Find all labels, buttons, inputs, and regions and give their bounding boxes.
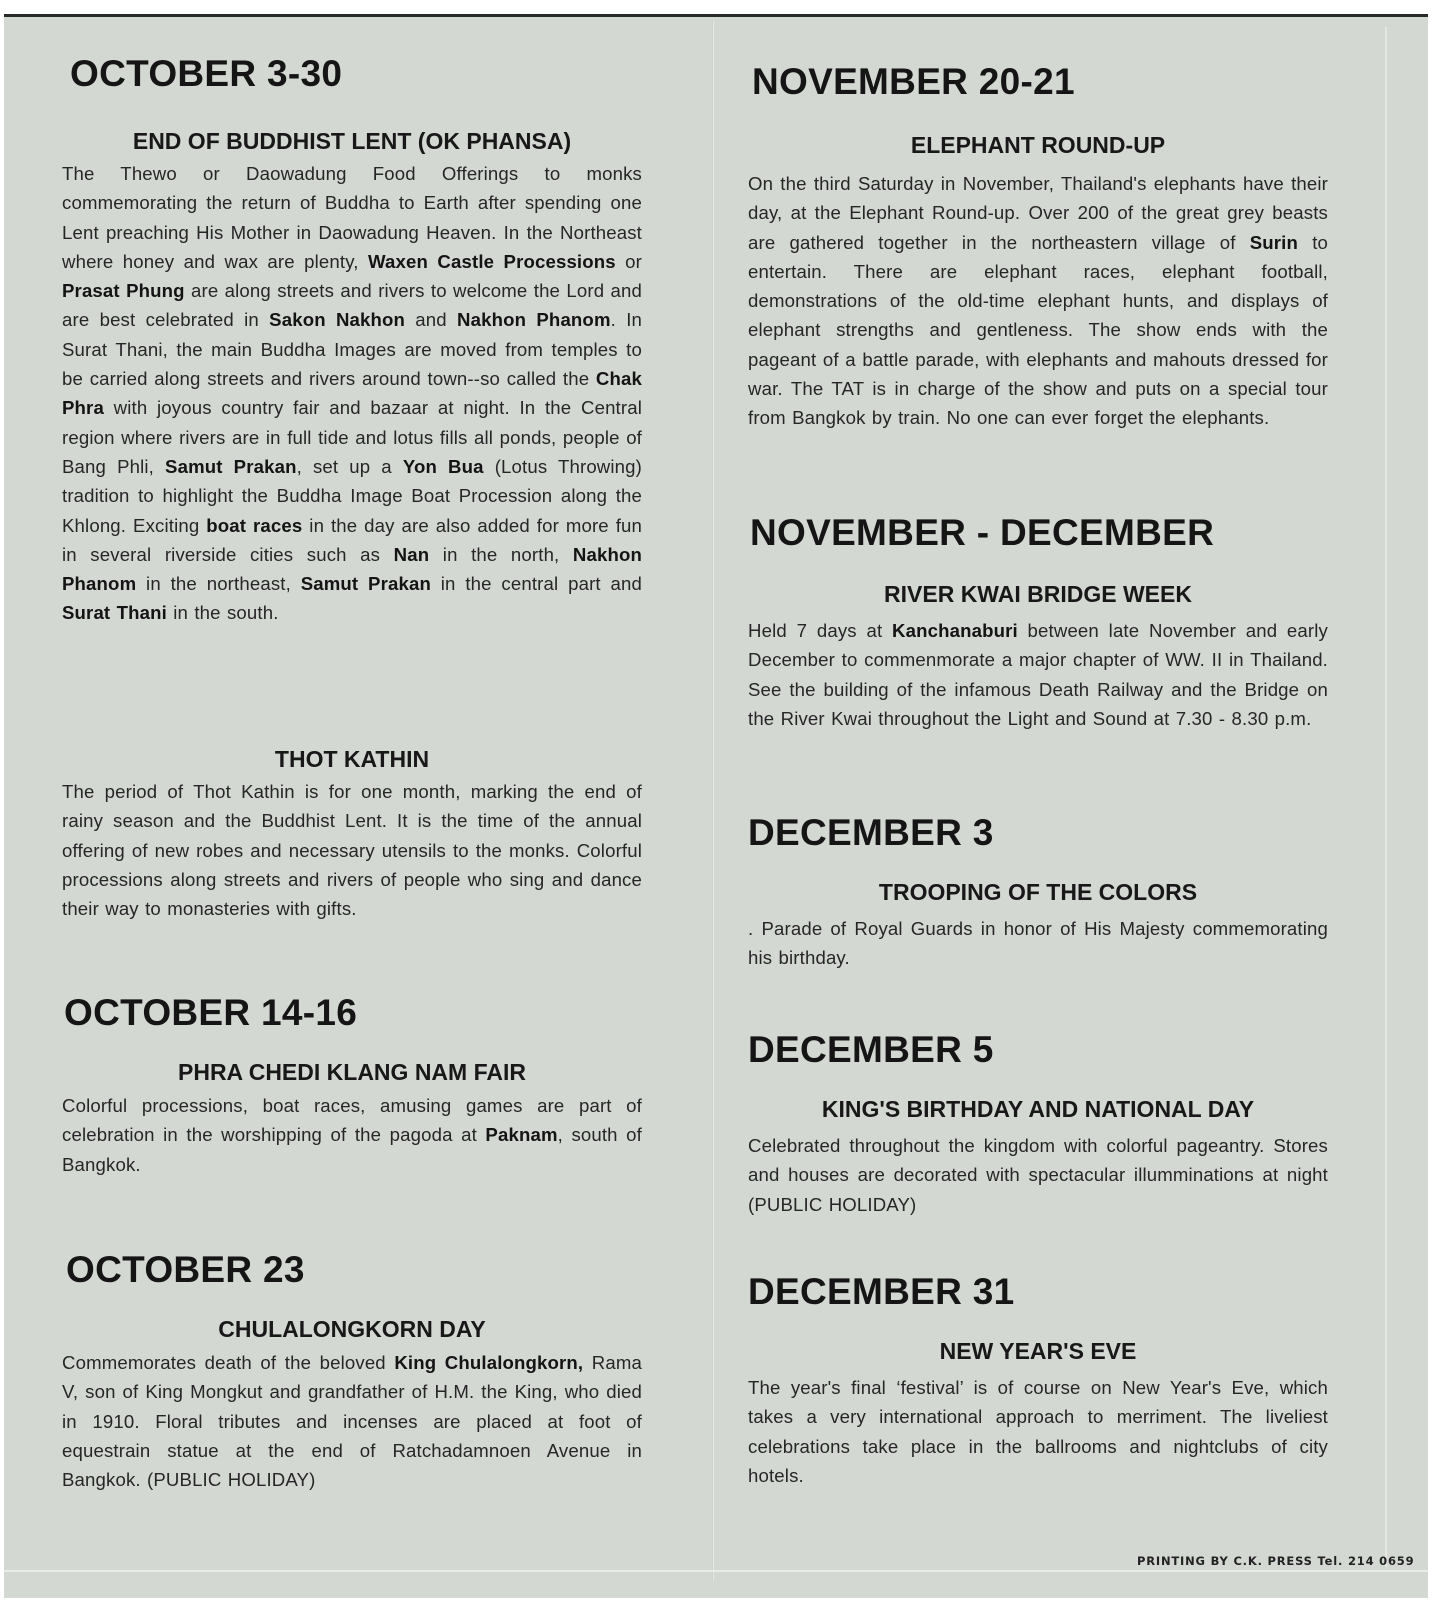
- printer-credit: PRINTING BY C.K. PRESS Tel. 214 0659: [1137, 1554, 1415, 1568]
- event-date: DECEMBER 3: [748, 812, 994, 853]
- event-date: NOVEMBER 20-21: [752, 61, 1075, 102]
- event-title: END OF BUDDHIST LENT (OK PHANSA): [132, 128, 572, 154]
- body-text: in the central part and: [430, 573, 642, 595]
- body-text: and: [405, 309, 458, 331]
- event-description: [62, 159, 642, 628]
- body-text: in the day are also added for more fun in several riverside cities such as: [62, 514, 642, 565]
- bold-place-name: Chak Phra: [62, 368, 642, 419]
- event-date: NOVEMBER - DECEMBER: [750, 512, 1215, 553]
- body-text: The year's final ‘festival’ is of course on New Year's Eve, which takes a very international approach to merriment. The liveliest celebrations take place in the ballrooms and nightclubs of city hotels.: [748, 1377, 1328, 1486]
- event-title: PHRA CHEDI KLANG NAM FAIR: [178, 1059, 526, 1085]
- event-description: [748, 169, 1328, 433]
- event-date: DECEMBER 5: [748, 1029, 994, 1070]
- bold-place-name: Sakon Nakhon: [269, 309, 406, 331]
- event-date: OCTOBER 3-30: [70, 53, 343, 94]
- body-text: to entertain. There are elephant races, elephant football, demonstrations of the old-time elephant hunts, and displays of elephant strengths and gentleness. The show ends with the pageant of a battle parade, with elephants and mahouts dressed for war. The TAT is in charge of the show and puts on a special tour from Bangkok by train. No one can ever forget the elephants.: [748, 231, 1328, 429]
- bold-place-name: Prasat Phung: [62, 280, 185, 302]
- bold-place-name: Nakhon Phanom: [457, 309, 611, 331]
- bold-place-name: King Chulalongkorn,: [394, 1352, 584, 1373]
- body-text: . Parade of Royal Guards in honor of His Majesty commemorating his birthday.: [748, 918, 1328, 969]
- event-date: OCTOBER 14-16: [64, 992, 358, 1033]
- body-text: (Lotus Throwing) tradition to highlight the Buddha Image Boat Procession along the Khlong. Exciting: [62, 455, 642, 536]
- bold-place-name: Yon Bua: [402, 455, 484, 477]
- body-text: in the south.: [166, 602, 279, 624]
- bold-place-name: Nan: [393, 543, 430, 565]
- body-text: The period of Thot Kathin is for one month, marking the end of rainy season and the Buddhist Lent. It is the time of the annual offering of new robes and necessary utensils to the monks. Colorful processions along streets and rivers of people who sing and dance their way to monasteries with gifts.: [62, 781, 642, 920]
- event-title: KING'S BIRTHDAY AND NATIONAL DAY: [821, 1096, 1255, 1122]
- body-text: On the third Saturday in November, Thailand's elephants have their day, at the Elephant Round-up. Over 200 of the great grey beasts are gathered together in the northeastern village of: [748, 173, 1328, 253]
- event-description: [748, 1373, 1328, 1490]
- body-text: Held 7 days at: [748, 620, 893, 641]
- event-description: [62, 777, 642, 923]
- event-title: TROOPING OF THE COLORS: [878, 879, 1198, 905]
- bold-place-name: Surin: [1249, 231, 1298, 253]
- body-text: in the northeast,: [136, 573, 301, 595]
- event-title: CHULALONGKORN DAY: [218, 1316, 486, 1342]
- bold-place-name: Paknam: [485, 1124, 558, 1146]
- bold-place-name: Kanchanaburi: [892, 620, 1018, 641]
- bold-place-name: Samut Prakan: [165, 455, 297, 477]
- event-description: [748, 914, 1328, 973]
- event-description: [748, 616, 1328, 733]
- body-text: are along streets and rivers to welcome the Lord and are best celebrated in: [62, 280, 642, 331]
- body-text: Colorful processions, boat races, amusing games are part of celebration in the worshipping of the pagoda at: [62, 1095, 642, 1146]
- event-title: ELEPHANT ROUND-UP: [910, 132, 1166, 158]
- bold-place-name: Nakhon Phanom: [62, 543, 642, 595]
- event-description: [62, 1091, 642, 1179]
- body-text: or: [615, 250, 643, 272]
- bold-place-name: Surat Thani: [62, 602, 167, 624]
- event-title: THOT KATHIN: [274, 746, 430, 772]
- event-title: RIVER KWAI BRIDGE WEEK: [884, 581, 1192, 607]
- body-text: . In Surat Thani, the main Buddha Images are moved from temples to be carried along streets and rivers around town--so called the: [62, 309, 643, 390]
- body-text: between late November and early December to commenmorate a major chapter of WW. II in Thailand. See the building of the infamous Death Railway and the Bridge on the River Kwai throughout the Light and Sound at 7.30 - 8.30 p.m.: [748, 620, 1328, 729]
- event-date: DECEMBER 31: [748, 1271, 1015, 1312]
- page-edge: [1385, 27, 1387, 1567]
- body-text: , south of Bangkok.: [62, 1124, 642, 1175]
- event-title: NEW YEAR'S EVE: [939, 1338, 1137, 1364]
- center-fold: [712, 21, 715, 1581]
- event-description: [748, 1131, 1328, 1219]
- body-text: in the north,: [429, 543, 573, 565]
- body-text: with joyous country fair and bazaar at night. In the Central region where rivers are in full tide and lotus fills all ponds, people of Bang Phli,: [62, 397, 642, 477]
- event-description: [62, 1348, 642, 1494]
- body-text: Celebrated throughout the kingdom with colorful pageantry. Stores and houses are decorated with spectacular illumminations at night (PUBLIC HOLIDAY): [748, 1135, 1328, 1215]
- brochure-page: [4, 14, 1428, 1598]
- body-text: Commemorates death of the beloved: [62, 1352, 395, 1373]
- body-text: , set up a: [296, 455, 403, 477]
- event-date: OCTOBER 23: [66, 1249, 305, 1290]
- body-text: The Thewo or Daowadung Food Offerings to monks commemorating the return of Buddha to Earth after spending one Lent preaching His Mother in Daowadung Heaven. In the Northeast where honey and wax are plenty,: [62, 163, 642, 272]
- bottom-rule: [4, 1570, 1428, 1572]
- body-text: Rama V, son of King Mongkut and grandfather of H.M. the King, who died in 1910. Floral tributes and incenses are placed at foot of equestrain statue at the end of Ratchadamnoen Avenue in Bangkok. (PUBLIC HOLIDAY): [62, 1352, 642, 1491]
- bold-place-name: Samut Prakan: [300, 573, 431, 595]
- bold-place-name: boat races: [206, 514, 303, 536]
- bold-place-name: Waxen Castle Processions: [368, 250, 616, 272]
